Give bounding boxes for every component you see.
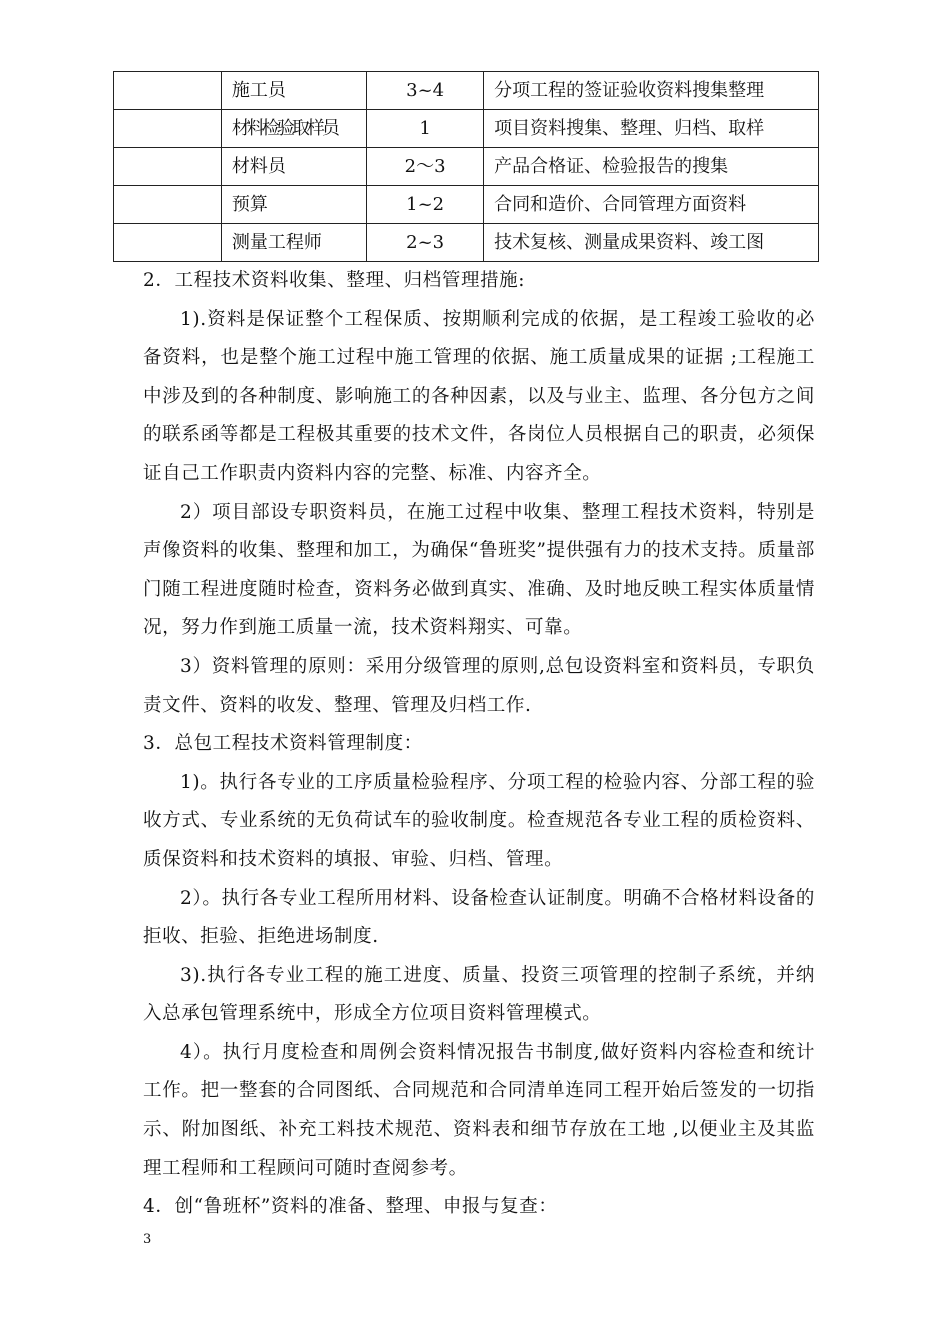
table-cell: [114, 72, 222, 110]
table-cell-duty: 技术复核、测量成果资料、竣工图: [484, 224, 819, 262]
table-cell: [114, 186, 222, 224]
section-heading: 2．工程技术资料收集、整理、归档管理措施:: [143, 270, 526, 291]
table-cell-role: 材料员: [221, 148, 366, 186]
table-cell-duty: 项目资料搜集、整理、归档、取样: [484, 110, 819, 148]
page-number: 3: [143, 1232, 152, 1247]
paragraph: 3）资料管理的原则：采用分级管理的原则,总包设资料室和资料员，专职负责文件、资料的收发、整理、管理及归档工作.: [143, 655, 815, 716]
table-cell-role: [221, 110, 366, 148]
table-row: [114, 148, 819, 186]
paragraph: 1).资料是保证整个工程保质、按期顺利完成的依据，是工程竣工验收的必备资料，也是整个施工过程中施工管理的依据、施工质量成果的证据 ;工程施工中涉及到的各种制度、影响施工的各种因素，以及与业主、监理、各分包方之间的联系函等都是工程极其重要的技术文件，各岗位人员根据自己的职责，必须保证自己工作职责内资料内容的完整、标准、内容齐全。: [143, 308, 815, 484]
paragraph: 4）。执行月度检查和周例会资料情况报告书制度,做好资料内容检查和统计工作。把一整套的合同图纸、合同规范和合同清单连同工程开始后签发的一切指示、附加图纸、补充工料技术规范、资料表和细节存放在工地 ,以便业主及其监理工程师和工程顾问可随时查阅参考。: [143, 1041, 815, 1179]
table-cell-duty: 分项工程的签证验收资料搜集整理: [484, 72, 819, 110]
table-cell-duty: 合同和造价、合同管理方面资料: [484, 186, 819, 224]
table-cell-count: 1: [367, 110, 484, 148]
table-cell-role-text: 材料检验取样员: [231, 118, 337, 139]
table-row: [114, 72, 819, 110]
table-cell-count: 1~2: [367, 186, 484, 224]
table-cell-role: 预算: [221, 186, 366, 224]
table-cell: [114, 110, 222, 148]
body-text: [143, 262, 815, 1227]
paragraph: 2）。执行各专业工程所用材料、设备检查认证制度。明确不合格材料设备的拒收、拒验、拒绝进场制度.: [143, 887, 815, 948]
table-cell: [114, 224, 222, 262]
table-cell-count: 2~3: [367, 224, 484, 262]
table-row: [114, 224, 819, 262]
table-cell-count: 3~4: [367, 72, 484, 110]
table-cell-role: 施工员: [221, 72, 366, 110]
section-heading: 3．总包工程技术资料管理制度：: [143, 733, 423, 755]
section-heading: 4．创“鲁班杯”资料的准备、整理、申报与复查：: [143, 1196, 558, 1218]
table-cell-count: 2～3: [367, 148, 484, 186]
paragraph: 3).执行各专业工程的施工进度、质量、投资三项管理的控制子系统，并纳入总承包管理系统中，形成全方位项目资料管理模式。: [143, 964, 815, 1025]
table-cell-role: 测量工程师: [221, 224, 366, 262]
table-row: [114, 186, 819, 224]
table-row: [114, 110, 819, 148]
table-cell: [114, 148, 222, 186]
paragraph: 2）项目部设专职资料员，在施工过程中收集、整理工程技术资料，特别是声像资料的收集、整理和加工，为确保“鲁班奖”提供强有力的技术支持。质量部门随工程进度随时检查，资料务必做到真实、准确、及时地反映工程实体质量情况，努力作到施工质量一流，技术资料翔实、可靠。: [143, 501, 815, 639]
paragraph: 1)。执行各专业的工序质量检验程序、分项工程的检验内容、分部工程的验收方式、专业系统的无负荷试车的验收制度。检查规范各专业工程的质检资料、质保资料和技术资料的填报、审验、归档、管理。: [143, 771, 815, 870]
staff-table: [113, 71, 819, 262]
table-cell-duty: 产品合格证、检验报告的搜集: [484, 148, 819, 186]
